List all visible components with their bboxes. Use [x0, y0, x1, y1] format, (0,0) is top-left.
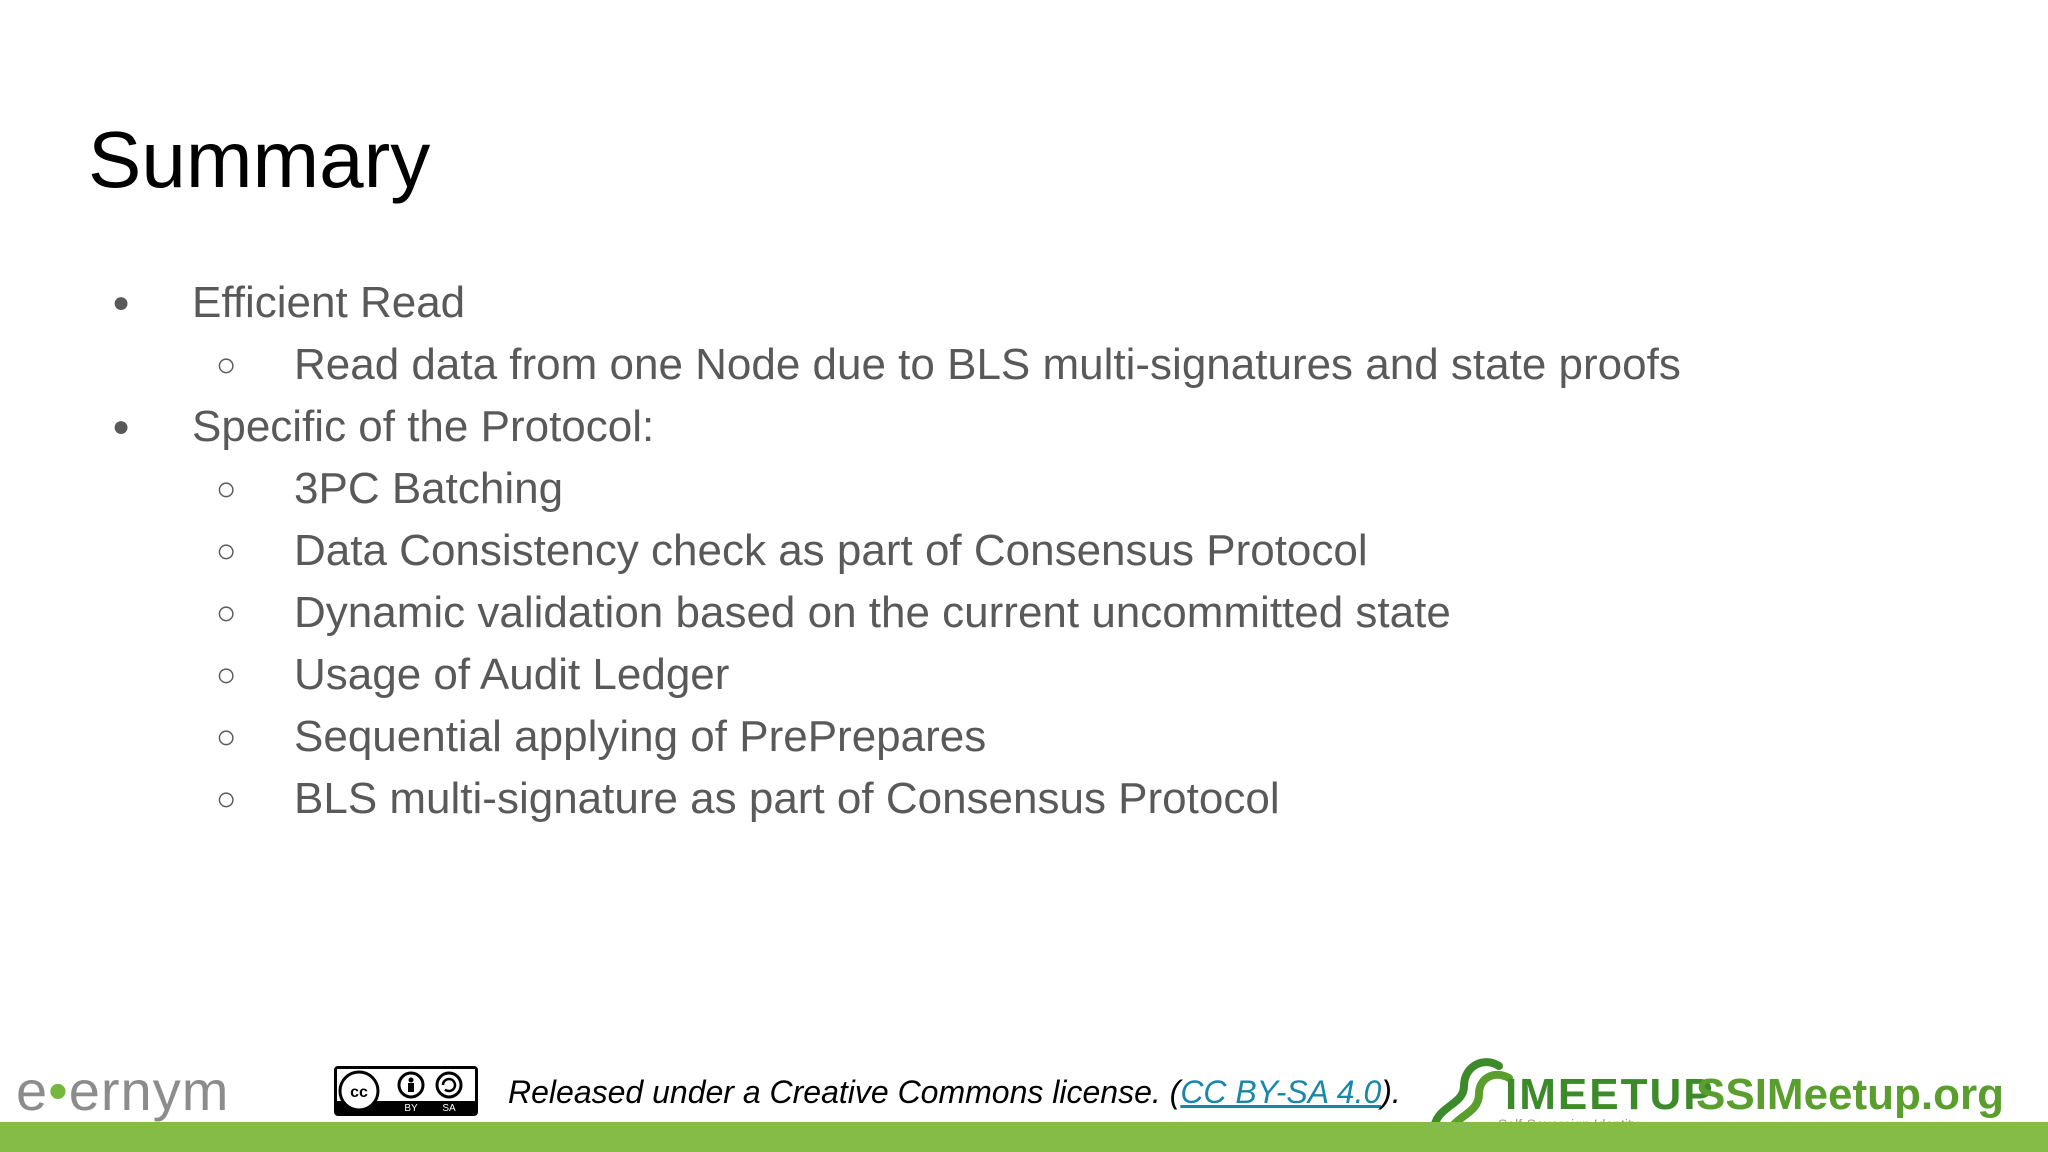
sub-bullet-marker: ○ [216, 780, 237, 818]
license-prefix: Released under a Creative Commons license. ( [508, 1074, 1181, 1110]
bullet-item [0, 272, 2048, 334]
sub-bullet-text: 3PC Batching [294, 464, 564, 513]
sub-bullet-item [0, 520, 2048, 582]
evernym-logo-text: ernym [68, 1059, 230, 1122]
bullet-list [0, 272, 2048, 830]
sub-bullet-marker: ○ [216, 346, 237, 384]
license-notice [508, 1074, 1401, 1111]
cc-icon [337, 1069, 475, 1113]
footer-accent-bar [0, 1122, 2048, 1152]
bullet-text: Efficient Read [192, 278, 466, 327]
sub-bullet-marker: ○ [216, 656, 237, 694]
evernym-logo [16, 1058, 229, 1123]
sub-bullet-item [0, 706, 2048, 768]
cc-badge-sa: SA [442, 1103, 456, 1113]
license-suffix: ). [1381, 1074, 1401, 1110]
sub-bullet-item [0, 458, 2048, 520]
ssi-meetup-url: SSIMeetup.org [1696, 1070, 2005, 1119]
sub-bullet-text: Data Consistency check as part of Consensus Protocol [294, 526, 1368, 575]
sub-bullet-marker: ○ [216, 718, 237, 756]
ssi-meetup-wordmark: IMEETUP [1505, 1070, 1715, 1119]
cc-badge-by: BY [404, 1103, 418, 1113]
sub-bullet-text: Sequential applying of PrePrepares [294, 712, 987, 761]
sub-bullet-marker: ○ [216, 532, 237, 570]
sub-bullet-item [0, 768, 2048, 830]
bullet-text: Specific of the Protocol: [192, 402, 655, 451]
bullet-item [0, 396, 2048, 458]
bullet-marker: ● [112, 410, 131, 443]
sub-bullet-item [0, 582, 2048, 644]
sub-bullet-text: Read data from one Node due to BLS multi-signatures and state proofs [294, 340, 1681, 389]
sub-bullet-text: Usage of Audit Ledger [294, 650, 730, 699]
sub-bullet-text: BLS multi-signature as part of Consensus Protocol [294, 774, 1280, 823]
slide-title: Summary [88, 115, 431, 204]
cc-badge-cc: cc [350, 1084, 368, 1101]
cc-license-link[interactable]: CC BY-SA 4.0 [1180, 1074, 1382, 1110]
sub-bullet-marker: ○ [216, 470, 237, 508]
sub-bullet-item [0, 644, 2048, 706]
sub-bullet-marker: ○ [216, 594, 237, 632]
bullet-marker: ● [112, 286, 131, 319]
cc-license-badge [334, 1066, 478, 1116]
evernym-logo-text: e [16, 1059, 49, 1122]
sub-bullet-text: Dynamic validation based on the current uncommitted state [294, 588, 1451, 637]
sub-bullet-item [0, 334, 2048, 396]
evernym-logo-dot: • [48, 1059, 69, 1122]
